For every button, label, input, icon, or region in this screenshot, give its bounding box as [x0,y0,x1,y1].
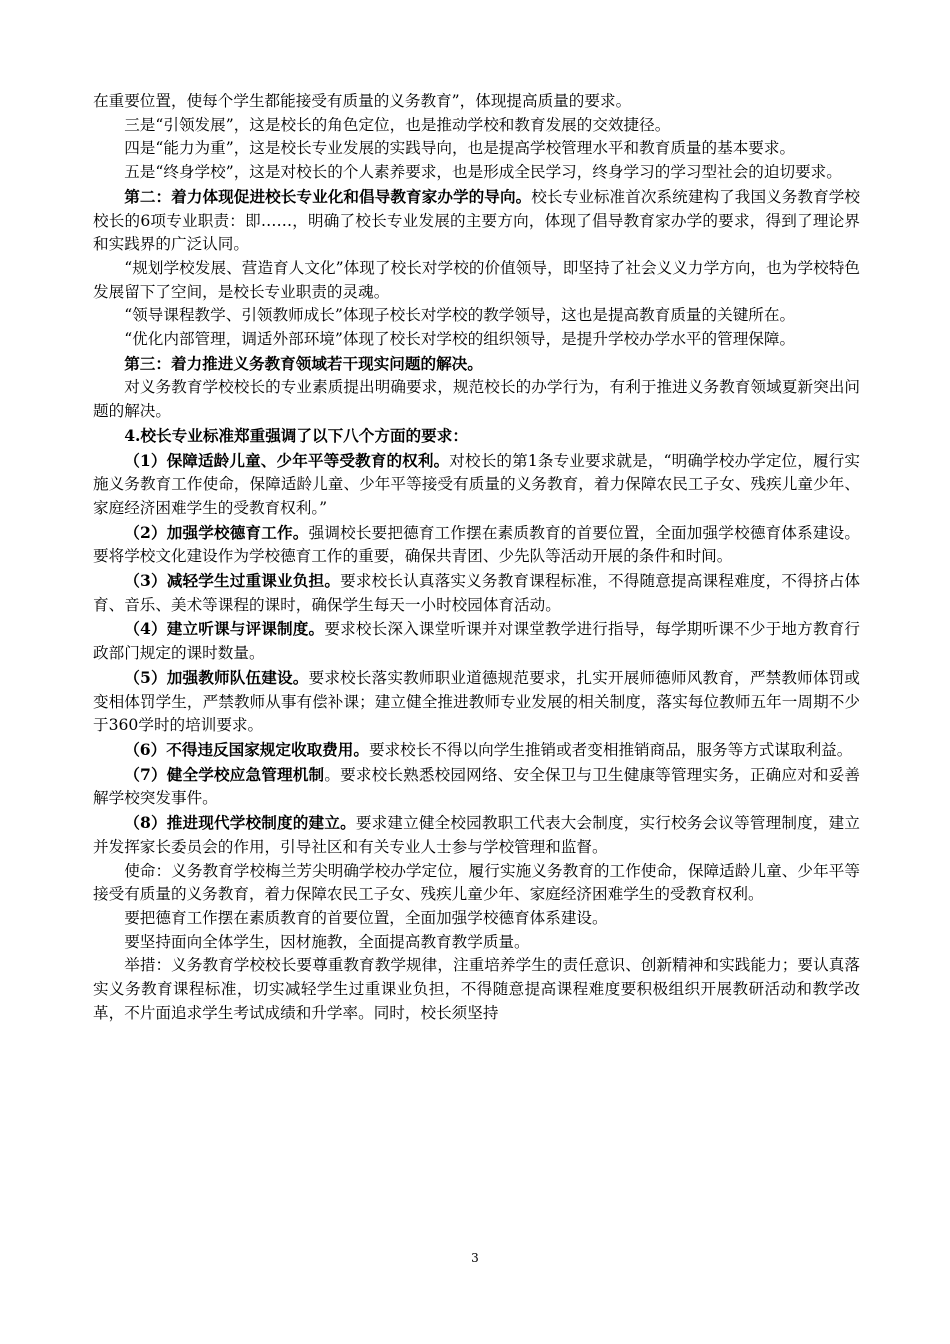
paragraph-text: “规划学校发展、营造育人文化”体现了校长对学校的价值领导，即坚持了社会义义力学方向，也为学校特色发展留下了空间，是校长专业职责的灵魂。 [93,258,860,301]
paragraph-text: 要求校长深入课堂听课并对课堂教学进行指导，每学期听课不少于地方教育行政部门规定的课时数量。 [93,620,860,663]
paragraph-text: 要把德育工作摆在素质教育的首要位置，全面加强学校德育体系建设。 [124,908,608,927]
paragraph [93,328,860,352]
paragraph-text: 要求建立健全校园教职工代表大会制度，实行校务会议等管理制度，建立并发挥家长委员会的作用，引导社区和有关专业人士参与学校管理和监督。 [93,814,860,856]
paragraph [93,907,860,931]
paragraph [93,424,860,449]
paragraph-text: “优化内部管理，调适外部环境”体现了校长对学校的组织领导，是提升学校办学水平的管理保障。 [124,330,796,349]
paragraph-heading: （5）加强教师队伍建设。 [124,667,309,687]
paragraph [93,352,860,377]
paragraph [93,931,860,955]
paragraph-heading: （7）健全学校应急管理机制 [124,764,325,784]
paragraph-text: 要求校长落实教师职业道德规范要求，扎实开展师德师风教育，严禁教师体罚或变相体罚学生，严禁教师从事有偿补课；建立健全推进教师专业发展的相关制度，落实每位教师五年一周期不少于360学时的培训要求。 [93,668,860,735]
paragraph-text: 举措：义务教育学校校长要尊重教育教学规律，注重培养学生的责任意识、创新精神和实践能力；要认真落实义务教育课程标准，切实减轻学生过重课业负担，不得随意提高课程难度要积极组织开展教研活动和教学改革，不片面追求学生考试成绩和升学率。同时，校长须坚持 [93,956,860,1022]
paragraph [93,304,860,328]
paragraph-heading: （3）减轻学生过重课业负担。 [124,571,341,591]
paragraph [93,90,860,114]
paragraph [93,763,860,811]
paragraph-text: 要求校长不得以向学生推销或者变相推销商品，服务等方式谋取利益。 [368,740,853,759]
paragraph [93,376,860,423]
paragraph-text: 在重要位置，使每个学生都能接受有质量的义务教育”，体现提高质量的要求。 [93,92,632,110]
page-number: 3 [471,1251,479,1265]
paragraph-heading: （8）推进现代学校制度的建立。 [124,813,356,833]
paragraph [93,811,860,859]
paragraph [93,449,860,521]
paragraph [93,137,860,161]
paragraph [93,617,860,665]
paragraph [93,185,860,257]
paragraph-text: 。要求校长熟悉校园网络、安全保卫与卫生健康等管理实务，正确应对和妥善解学校突发事件。 [93,765,860,808]
paragraph-text: 五是“终身学校”，这是对校长的个人素养要求，也是形成全民学习，终身学习的学习型社会的迫切要求。 [124,163,842,182]
paragraph [93,738,860,763]
paragraph-heading: （4）建立听课与评课制度。 [124,619,325,639]
document-body [93,90,860,1025]
paragraph [93,257,860,304]
paragraph-text: 要坚持面向全体学生，因材施教，全面提高教育教学质量。 [124,932,530,951]
paragraph-text: 使命：义务教育学校梅兰芳尖明确学校办学定位，履行实施义务教育的工作使命，保障适龄儿童、少年平等接受有质量的义务教育，着力保障农民工子女、残疾儿童少年、家庭经济困难学生的受教育权利。 [93,861,860,904]
paragraph [93,666,860,738]
paragraph-text: 四是“能力为重”，这是校长专业发展的实践导向，也是提高学校管理水平和教育质量的基本要求。 [124,139,796,158]
paragraph-text: 三是“引领发展”，这是校长的角色定位，也是推动学校和教育发展的交效捷径。 [124,115,671,134]
paragraph-heading: （2）加强学校德育工作。 [124,522,309,542]
paragraph-heading: （1）保障适龄儿童、少年平等受教育的权利。 [124,450,450,470]
paragraph [93,161,860,185]
paragraph-text: 校长专业标准首次系统建构了我国义务教育学校校长的6项专业职责：即……，明确了校长专业发展的主要方向，体现了倡导教育家办学的要求，得到了理论界和实践界的广泛认同。 [93,187,860,254]
paragraph-heading: （6）不得违反国家规定收取费用。 [124,739,369,759]
paragraph [93,114,860,138]
paragraph-heading: 第三：着力推进义务教育领域若干现实问题的解决。 [124,353,483,373]
paragraph-text: 强调校长要把德育工作摆在素质教育的首要位置，全面加强学校德育体系建设。要将学校文化建设作为学校德育工作的重要，确保共青团、少先队等活动开展的条件和时间。 [93,523,860,566]
paragraph-heading: 第二：着力体现促进校长专业化和倡导教育家办学的导向。 [124,186,532,206]
paragraph-text: 要求校长认真落实义务教育课程标准，不得随意提高课程难度，不得挤占体育、音乐、美术等课程的课时，确保学生每天一小时校园体育活动。 [93,572,860,614]
paragraph [93,569,860,617]
paragraph-text: 对义务教育学校校长的专业素质提出明确要求，规范校长的办学行为，有利于推进义务教育领域夏新突出问题的解决。 [93,378,860,421]
paragraph-heading: 4.校长专业标准郑重强调了以下八个方面的要求： [124,425,468,445]
paragraph-text: “领导课程教学、引领教师成长”体现子校长对学校的教学领导，这也是提高教育质量的关键所在。 [124,306,796,325]
paragraph [93,860,860,907]
paragraph-text: 对校长的第1条专业要求就是，“明确学校办学定位，履行实施义务教育工作使命，保障适龄儿童、少年平等接受有质量的义务教育，着力保障农民工子女、残疾儿童少年、家庭经济困难学生的受教育权利。” [93,451,860,517]
paragraph [93,521,860,569]
paragraph [93,954,860,1025]
